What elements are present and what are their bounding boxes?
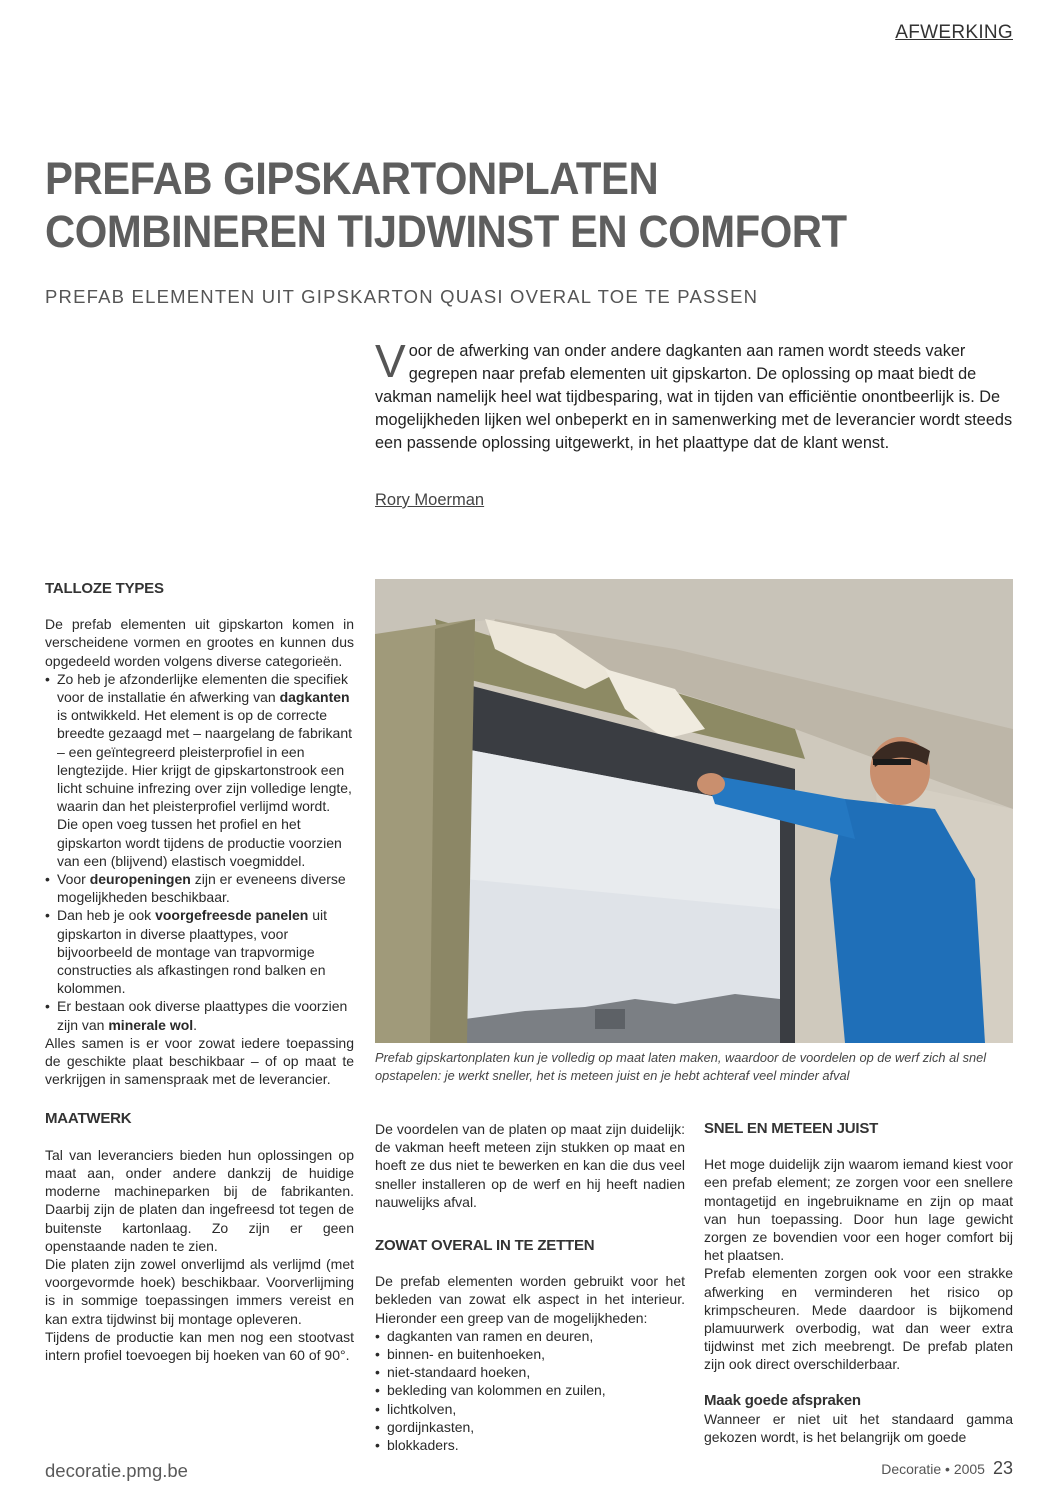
intro-paragraph bbox=[375, 335, 1015, 455]
list-item: • binnen- en buitenhoeken, bbox=[375, 1345, 685, 1363]
paragraph: Wanneer er niet uit het standaard gamma gekozen wordt, is het belangrijk om goede bbox=[704, 1410, 1013, 1446]
subheading-maak-goede-afspraken: Maak goede afspraken bbox=[704, 1391, 861, 1409]
list-item: • lichtkolven, bbox=[375, 1400, 685, 1418]
article-title bbox=[45, 152, 938, 258]
list-item: • Dan heb je ook voorgefreesde panelen uit gipskarton in diverse plaattypes, voor bijvoorbeeld de montage van trapvormige constructies als afkastingen rond balken en kolommen. bbox=[45, 906, 354, 997]
list-item: • Voor deuropeningen zijn er eveneens diverse mogelijkheden beschikbaar. bbox=[45, 870, 354, 906]
footer-issue bbox=[881, 1458, 1013, 1479]
applications-list bbox=[375, 1327, 685, 1454]
paragraph: Het moge duidelijk zijn waarom iemand kiest voor een prefab element; ze zorgen voor een snellere montagetijd en ingebruikname en zijn op maat van hun toepassing. Door hun lage gewicht zorgen ze bovendien voor een hoger comfort bij het plaatsen. bbox=[704, 1156, 1013, 1264]
list-item: • bekleding van kolommen en zuilen, bbox=[375, 1381, 685, 1399]
paragraph: Prefab elementen zorgen ook voor een strakke afwerking en verminderen het risico op krimpscheuren. Mede daardoor is bijkomend plamuurwerk overbodig, wat dan weer extra tijdwinst met zich meebrengt. De prefab platen zijn ook direct overschilderbaar. bbox=[704, 1265, 1013, 1373]
middle-column bbox=[375, 1120, 685, 1454]
list-item: • niet-standaard hoeken, bbox=[375, 1363, 685, 1381]
paragraph: Tijdens de productie kan men nog een stootvast intern profiel toevoegen bij hoeken van 60 of 90°. bbox=[45, 1328, 354, 1363]
paragraph: De prefab elementen worden gebruikt voor het bekleden van zowat elk aspect in het interieur. Hieronder een greep van de mogelijkheden: bbox=[375, 1273, 685, 1326]
author-byline[interactable]: Rory Moerman bbox=[375, 491, 485, 509]
photo-caption: Prefab gipskartonplaten kun je volledig op maat laten maken, waardoor de voordelen op de werf zich al snel opstapelen: je werkt sneller, het is meteen juist en je hebt achteraf veel minder afval bbox=[375, 1050, 987, 1083]
article-photo bbox=[375, 579, 1013, 1043]
title-line-2: COMBINEREN TIJDWINST EN COMFORT bbox=[45, 206, 847, 257]
right-column bbox=[704, 1120, 1013, 1446]
list-item: • Zo heb je afzonderlijke elementen die specifiek voor de installatie én afwerking van dagkanten is ontwikkeld. Het element is op de correcte breedte gezaagd met – naargelang de fabrikant – een geïntegreerd pleisterprofiel in een lengtezijde. Hier krijgt de gipskartonstrook een licht schuine infrezing over zijn volledige lengte, waarin dan het pleisterprofiel verlijmd wordt. Die open voeg tussen het profiel en het gipskarton wordt tijdens de productie voorzien van een (blijvend) elastisch voegmiddel. bbox=[45, 670, 354, 870]
heading-zowat-overal: ZOWAT OVERAL IN TE ZETTEN bbox=[375, 1237, 595, 1255]
list-item: • dagkanten van ramen en deuren, bbox=[375, 1327, 685, 1345]
list-item: • blokkaders. bbox=[375, 1436, 685, 1454]
types-list bbox=[45, 670, 354, 1034]
drop-cap: V bbox=[375, 335, 406, 387]
heading-talloze-types: TALLOZE TYPES bbox=[45, 580, 164, 597]
title-line-1: PREFAB GIPSKARTONPLATEN bbox=[45, 153, 659, 204]
issue-label: Decoratie • 2005 bbox=[881, 1461, 985, 1477]
heading-maatwerk: MAATWERK bbox=[45, 1110, 132, 1128]
paragraph: Die platen zijn zowel onverlijmd als verlijmd (met voorgevormde hoek) beschikbaar. Voorverlijming is in sommige toepassingen immers vereist en kan extra tijdwinst bij montage opleveren. bbox=[45, 1255, 354, 1327]
paragraph: Tal van leveranciers bieden hun oplossingen op maat aan, onder andere dankzij de huidige moderne machineparken bij de fabrikanten. Daarbij zijn de platen dan ingefreesd tot tegen de buitenste kartonlaag. Zo zijn er geen openstaande naden te zien. bbox=[45, 1146, 354, 1254]
paragraph: De prefab elementen uit gipskarton komen in verscheidene vormen en grootes en kunnen dus opgedeeld worden volgens diverse categorieën. bbox=[45, 616, 354, 669]
footer-website-link[interactable]: decoratie.pmg.be bbox=[45, 1460, 188, 1481]
paragraph: Alles samen is er voor zowat iedere toepassing de geschikte plaat beschikbaar – of op maat te verkrijgen in samenspraak met de leverancier. bbox=[45, 1034, 354, 1088]
paragraph: De voordelen van de platen op maat zijn duidelijk: de vakman heeft meteen zijn stukken op maat en hoeft ze dus niet te bewerken en kan die dus veel sneller installeren op de werf en hij heeft nadien nauwelijks afval. bbox=[375, 1121, 685, 1210]
article-subtitle: PREFAB ELEMENTEN UIT GIPSKARTON QUASI OVERAL TOE TE PASSEN bbox=[45, 286, 759, 307]
page-number: 23 bbox=[992, 1458, 1013, 1478]
list-item: • gordijnkasten, bbox=[375, 1418, 685, 1436]
section-tag[interactable]: AFWERKING bbox=[895, 22, 1013, 43]
heading-snel-en-meteen-juist: SNEL EN METEEN JUIST bbox=[704, 1120, 879, 1137]
list-item: • Er bestaan ook diverse plaattypes die voorzien zijn van minerale wol. bbox=[45, 997, 354, 1033]
left-column bbox=[45, 580, 354, 1364]
worker-at-window-photo bbox=[375, 579, 1013, 1043]
intro-text: oor de afwerking van onder andere dagkanten aan ramen wordt steeds vaker gegrepen naar prefab elementen uit gipskarton. De oplossing op maat biedt de vakman namelijk heel wat tijdbesparing, wat in tijden van efficiëntie onontbeerlijk is. De mogelijkheden lijken wel onbeperkt en in samenwerking met de leverancier wordt steeds een passende oplossing uitgewerkt, in het plaattype dat de klant wenst. bbox=[375, 342, 1013, 452]
